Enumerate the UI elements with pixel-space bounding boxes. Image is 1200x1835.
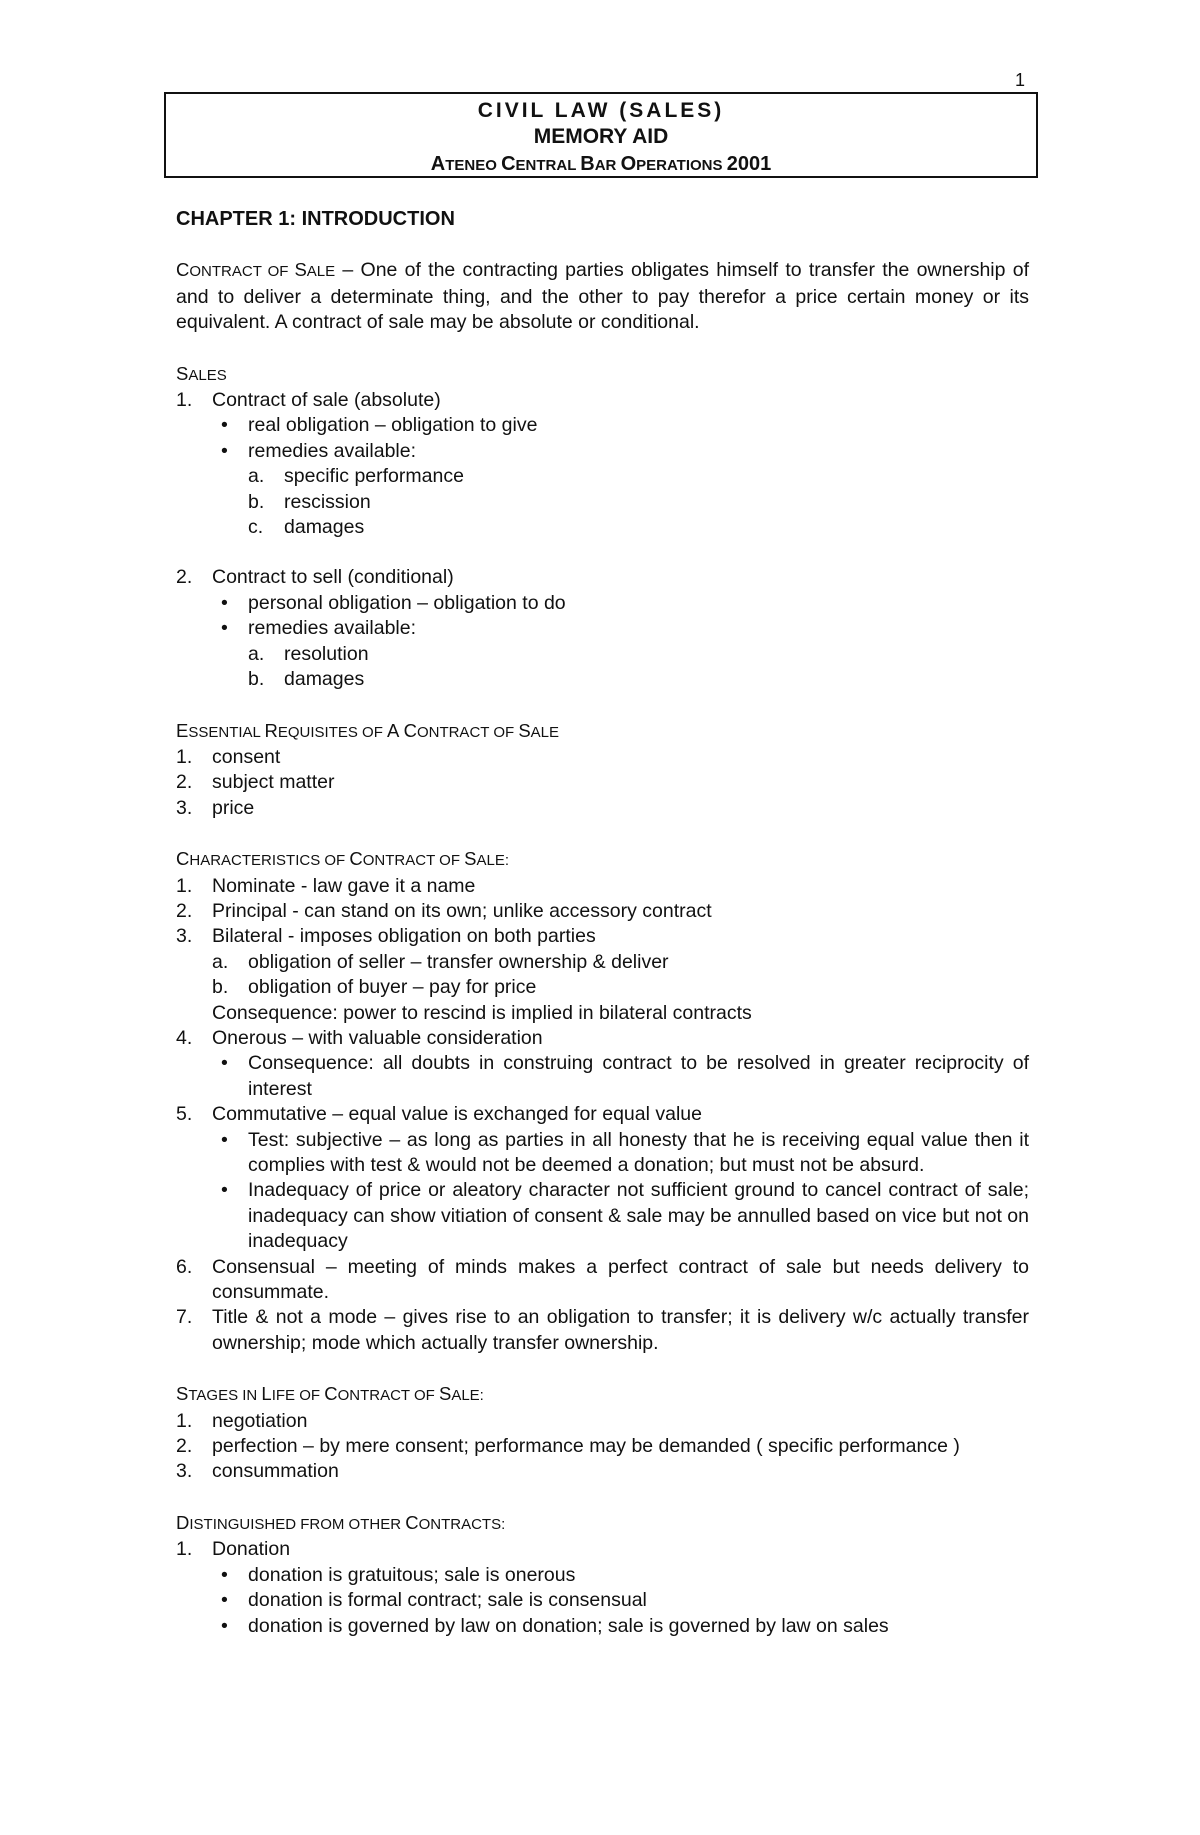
list-item: 3. Bilateral - imposes obligation on both parties a. obligation of seller – transfer ownership & deliver b. obligation of buyer – pay for price Consequence: power to rescind is implied in bilateral contracts	[176, 924, 1029, 1026]
sales-list	[176, 388, 1029, 540]
header-organization	[166, 153, 1036, 176]
sales-list-continued	[176, 565, 1029, 692]
list-item: 7. Title & not a mode – gives rise to an obligation to transfer; it is delivery w/c actually transfer ownership; mode which actually transfer ownership.	[176, 1306, 1029, 1354]
list-item: 1. negotiation	[176, 1409, 308, 1432]
list-item: 1. consent	[176, 745, 281, 768]
sc-cap: O	[620, 153, 637, 175]
requisites-list	[176, 745, 1029, 821]
list-item: 1. Contract of sale (absolute) • real obligation – obligation to give • remedies available: a. specific performance b. rescission c. damages	[176, 388, 1029, 540]
contract-of-sale-definition	[176, 257, 1029, 335]
list-item: 2. subject matter	[176, 771, 335, 794]
list-item: • remedies available: a. specific performance b. rescission c. damages	[212, 439, 1029, 541]
list-item: • Test: subjective – as long as parties in all honesty that he is receiving equal value then it complies with test & would not be deemed a donation; but must not be absurd.	[221, 1128, 1029, 1176]
list-item: 5. Commutative – equal value is exchanged for equal value • Test: subjective – as long as parties in all honesty that he is receiving equal value then it complies with test & would not be deemed a donation; but must not be absurd. • Inadequacy of price or aleatory character not sufficient ground to cancel contract of sale; inadequacy can show vitiation of consent & sale may be annulled based on vice but not on inadequacy	[176, 1102, 1029, 1254]
definition-text: – One of the contracting parties obligates himself to transfer the ownership of and to deliver a determinate thing, and the other to pay therefor a price certain money or its equivalent. A contract of sale may be absolute or conditional.	[176, 259, 1029, 334]
document-header	[164, 92, 1038, 178]
chapter-title: CHAPTER 1: INTRODUCTION	[176, 208, 455, 230]
list-item: b. rescission	[248, 490, 371, 513]
sc-rest: ENTRAL	[515, 157, 581, 174]
list-item: b. obligation of buyer – pay for price	[212, 976, 537, 999]
stages-list	[176, 1409, 1029, 1485]
list-item: • donation is governed by law on donation; sale is governed by law on sales	[221, 1614, 889, 1637]
list-item: • donation is formal contract; sale is consensual	[221, 1589, 647, 1612]
header-subtitle: MEMORY AID	[533, 125, 669, 148]
document-body	[176, 200, 1029, 1639]
list-item: 1. Nominate - law gave it a name	[176, 874, 476, 897]
header-title: CIVIL LAW (SALES)	[477, 99, 725, 122]
list-item: • Consequence: all doubts in construing contract to be resolved in greater reciprocity of interest	[221, 1052, 1029, 1100]
list-item: a. specific performance	[248, 465, 464, 488]
sc-rest: AR	[594, 157, 621, 174]
characteristics-list	[176, 874, 1029, 1357]
list-item: 3. consummation	[176, 1460, 339, 1483]
list-item: 2. Principal - can stand on its own; unlike accessory contract	[176, 899, 712, 922]
sc-cap: C	[501, 153, 516, 175]
list-item: a. obligation of seller – transfer ownership & deliver	[212, 950, 669, 973]
sc-cap: A	[430, 153, 446, 175]
list-item: 4. Onerous – with valuable consideration • Consequence: all doubts in construing contract to be resolved in greater reciprocity of interest	[176, 1026, 1029, 1102]
list-item: 2. perfection – by mere consent; performance may be demanded ( specific performance )	[176, 1435, 960, 1458]
sc-cap: B	[580, 153, 595, 175]
list-item: 2. Contract to sell (conditional) • personal obligation – obligation to do • remedies available: a. resolution b. damages	[176, 565, 1029, 692]
list-item: 3. price	[176, 796, 255, 819]
header-year: 2001	[726, 153, 772, 175]
stages-heading: STAGES IN LIFE OF CONTRACT OF SALE:	[176, 1383, 484, 1405]
list-item: 1. Donation • donation is gratuitous; sale is onerous • donation is formal contract; sale is consensual • donation is governed by law on donation; sale is governed by law on sales	[176, 1537, 1029, 1639]
list-item: 6. Consensual – meeting of minds makes a perfect contract of sale but needs delivery to consummate.	[176, 1255, 1029, 1304]
list-item: • remedies available: a. resolution b. damages	[212, 616, 1029, 692]
page-number: 1	[1015, 70, 1026, 90]
list-item: • personal obligation – obligation to do	[221, 591, 566, 614]
requisites-heading: ESSENTIAL REQUISITES OF A CONTRACT OF SALE	[176, 719, 560, 741]
distinguished-heading: DISTINGUISHED FROM OTHER CONTRACTS:	[176, 1511, 506, 1533]
sales-heading: SALES	[176, 362, 227, 384]
characteristics-heading: CHARACTERISTICS OF CONTRACT OF SALE:	[176, 848, 510, 870]
list-item: • real obligation – obligation to give	[221, 414, 538, 437]
distinguished-list	[176, 1537, 1029, 1639]
definition-term: CONTRACT OF SALE	[176, 259, 336, 281]
list-item: • donation is gratuitous; sale is onerous	[221, 1563, 576, 1586]
list-item: b. damages	[248, 668, 365, 691]
list-item: a. resolution	[248, 642, 369, 665]
sc-rest: PERATIONS	[636, 157, 727, 174]
list-item: c. damages	[248, 516, 365, 539]
list-item: • Inadequacy of price or aleatory character not sufficient ground to cancel contract of sale; inadequacy can show vitiation of consent & sale may be annulled based on vice but not on inadequacy	[221, 1179, 1029, 1253]
bilateral-consequence: Consequence: power to rescind is implied in bilateral contracts	[212, 1001, 752, 1024]
sc-rest: TENEO	[445, 157, 502, 174]
